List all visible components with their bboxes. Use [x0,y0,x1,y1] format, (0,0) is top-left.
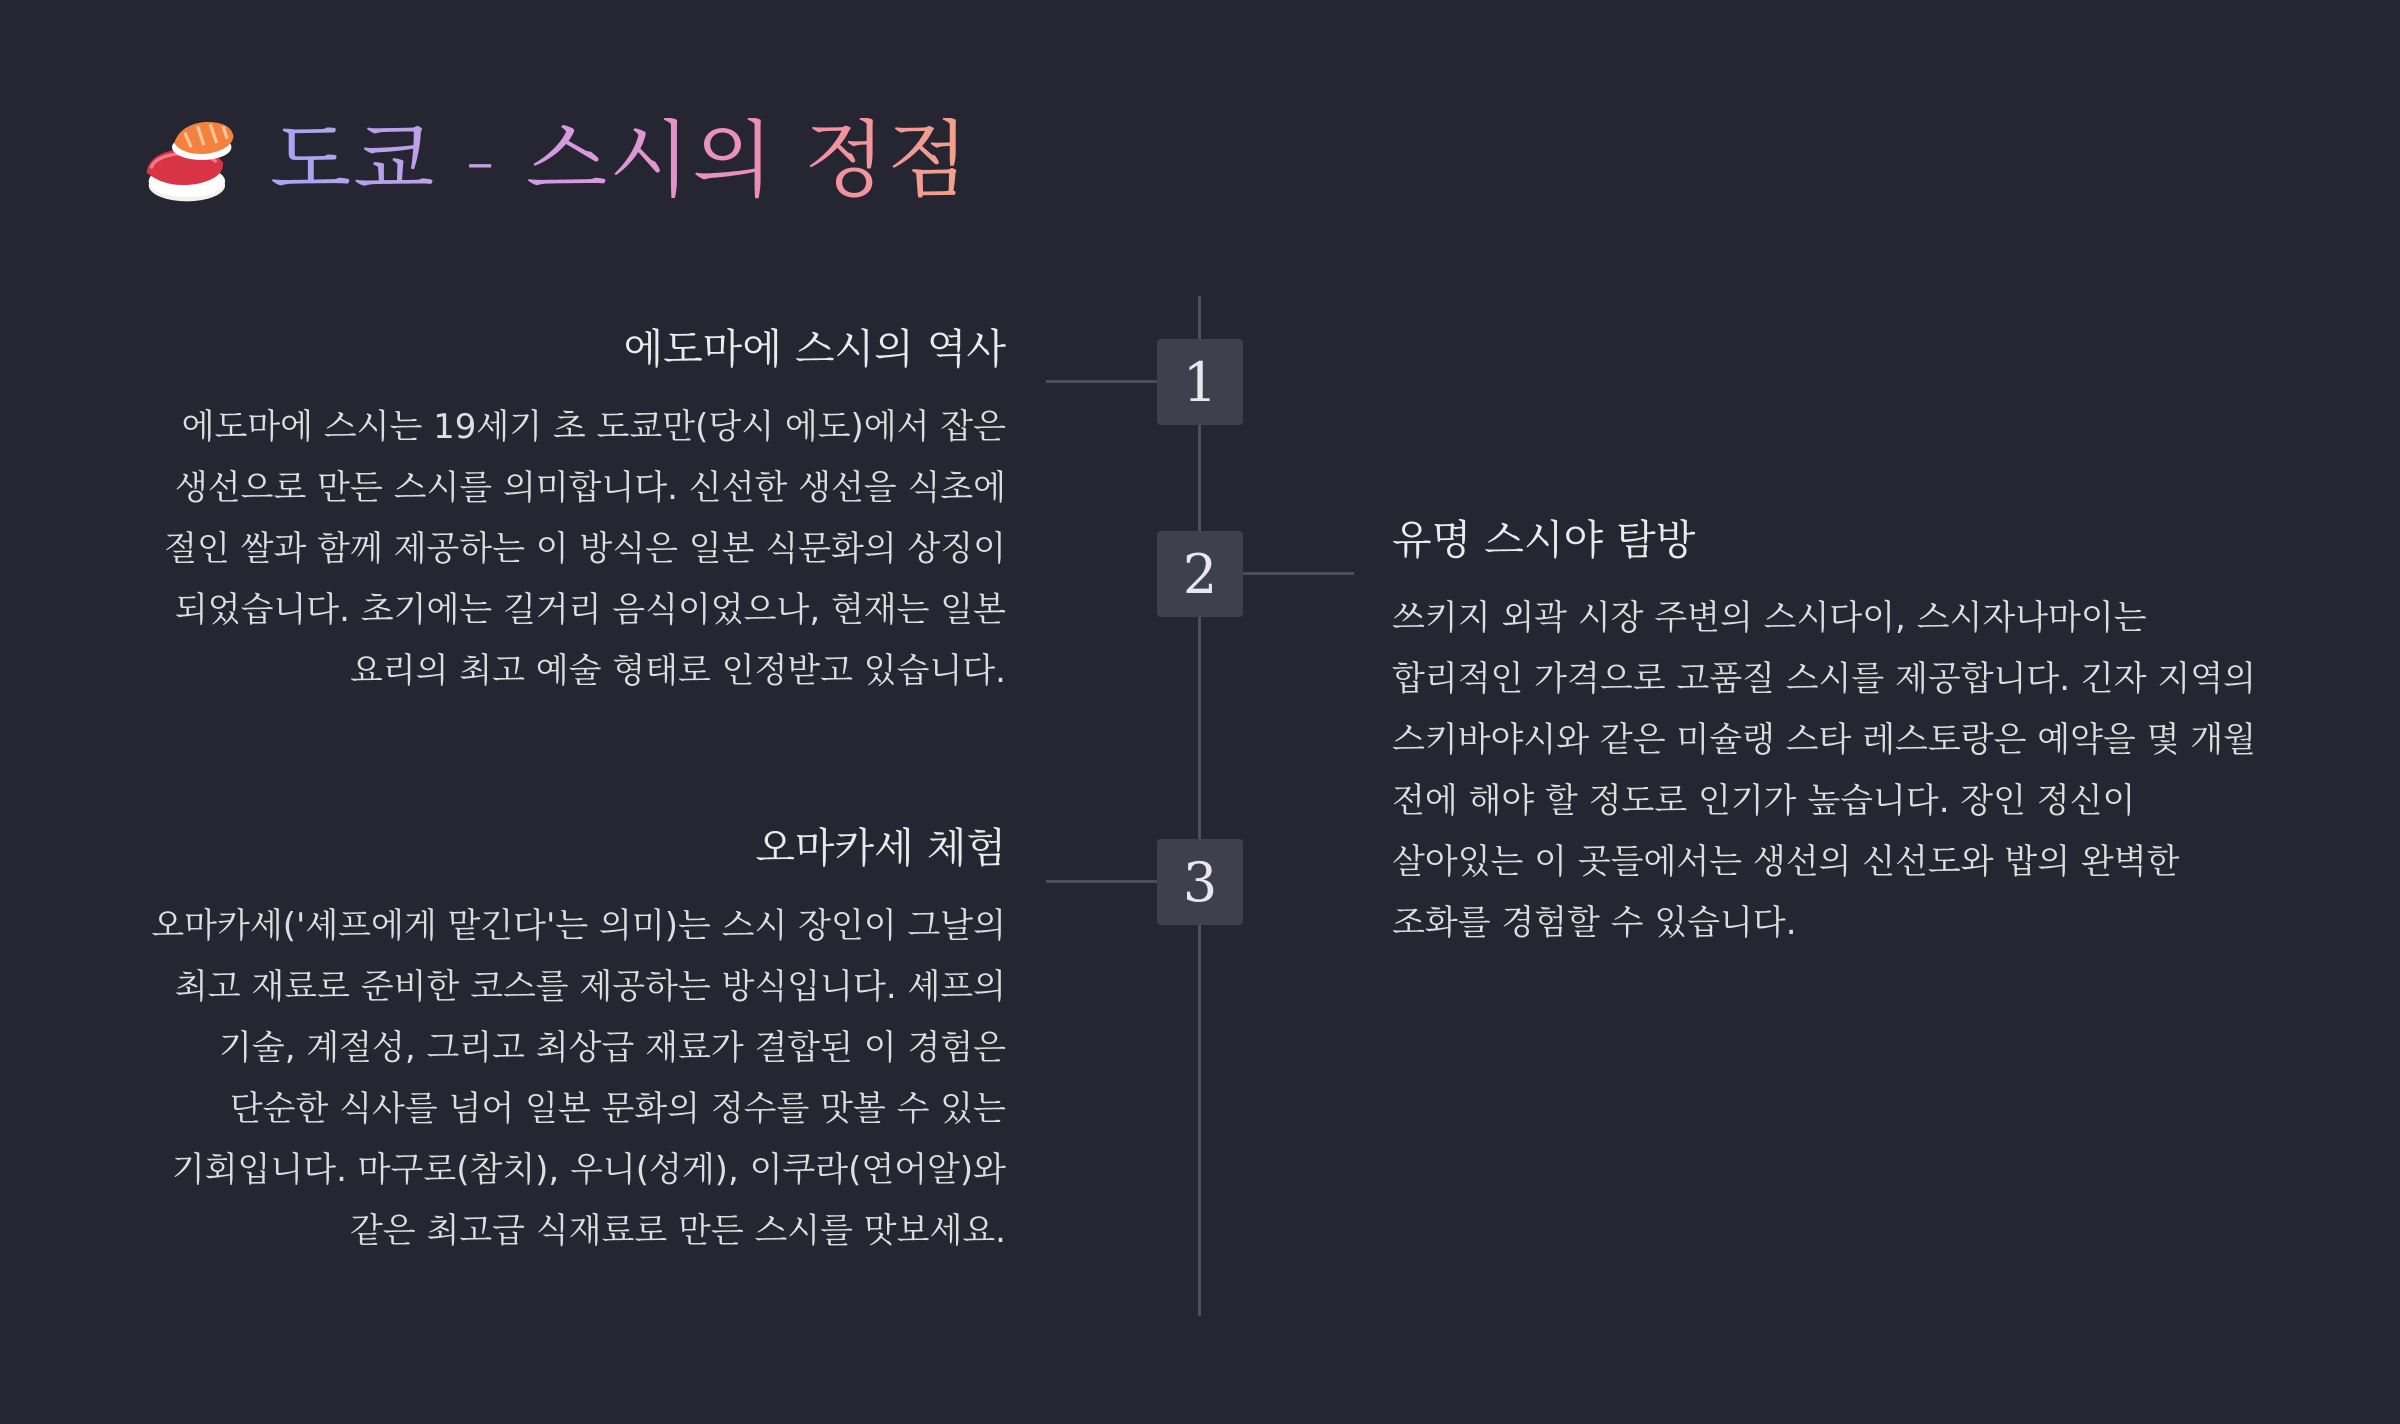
entry-title: 에도마에 스시의 역사 [623,325,1006,373]
page-header [136,100,970,220]
entry-body: 오마카세('셰프에게 맡긴다'는 의미)는 스시 장인이 그날의 최고 재료로 준비한 코스를 제공하는 방식입니다. 셰프의 기술, 계절성, 그리고 최상급 재료가 결합된 이 경험은 단순한 식사를 넘어 일본 문화의 정수를 맛볼 수 있는 기회입니다. 마구로(참치), 우니(성게), 이쿠라(연어알)와 같은 최고급 식재료로 만든 스시를 맛보세요. [151,906,1006,1252]
marker-number: 3 [1182,850,1218,914]
timeline-marker-3 [1157,839,1243,925]
timeline-marker-1 [1157,339,1243,425]
timeline-entry-2 [1392,515,2262,954]
sushi-icon [136,107,242,213]
marker-number: 2 [1182,542,1218,606]
timeline-entry-1 [136,324,1006,702]
entry-body: 에도마에 스시는 19세기 초 도쿄만(당시 에도)에서 잡은 생선으로 만든 스시를 의미합니다. 신선한 생선을 식초에 절인 쌀과 함께 제공하는 이 방식은 일본 식문화의 상징이 되었습니다. 초기에는 길거리 음식이었으나, 현재는 일본 요리의 최고 예술 형태로 인정받고 있습니다. [164,407,1006,692]
entry-title: 유명 스시야 탐방 [1392,516,1696,564]
timeline-connector [1242,572,1354,575]
entry-title: 오마카세 체험 [755,824,1006,872]
timeline-entry-3 [136,823,1006,1262]
timeline-marker-2 [1157,531,1243,617]
timeline-connector [1046,380,1158,383]
marker-number: 1 [1182,350,1218,414]
timeline-connector [1046,880,1158,883]
entry-body: 쓰키지 외곽 시장 주변의 스시다이, 스시자나마이는 합리적인 가격으로 고품질 스시를 제공합니다. 긴자 지역의 스키바야시와 같은 미슐랭 스타 레스토랑은 예약을 몇 개월 전에 해야 할 정도로 인기가 높습니다. 장인 정신이 살아있는 이 곳들에서는 생선의 신선도와 밥의 완벽한 조화를 경험할 수 있습니다. [1392,598,2256,944]
page-title: 도쿄 - 스시의 정점 [270,111,971,209]
timeline-axis [1198,296,1201,1316]
